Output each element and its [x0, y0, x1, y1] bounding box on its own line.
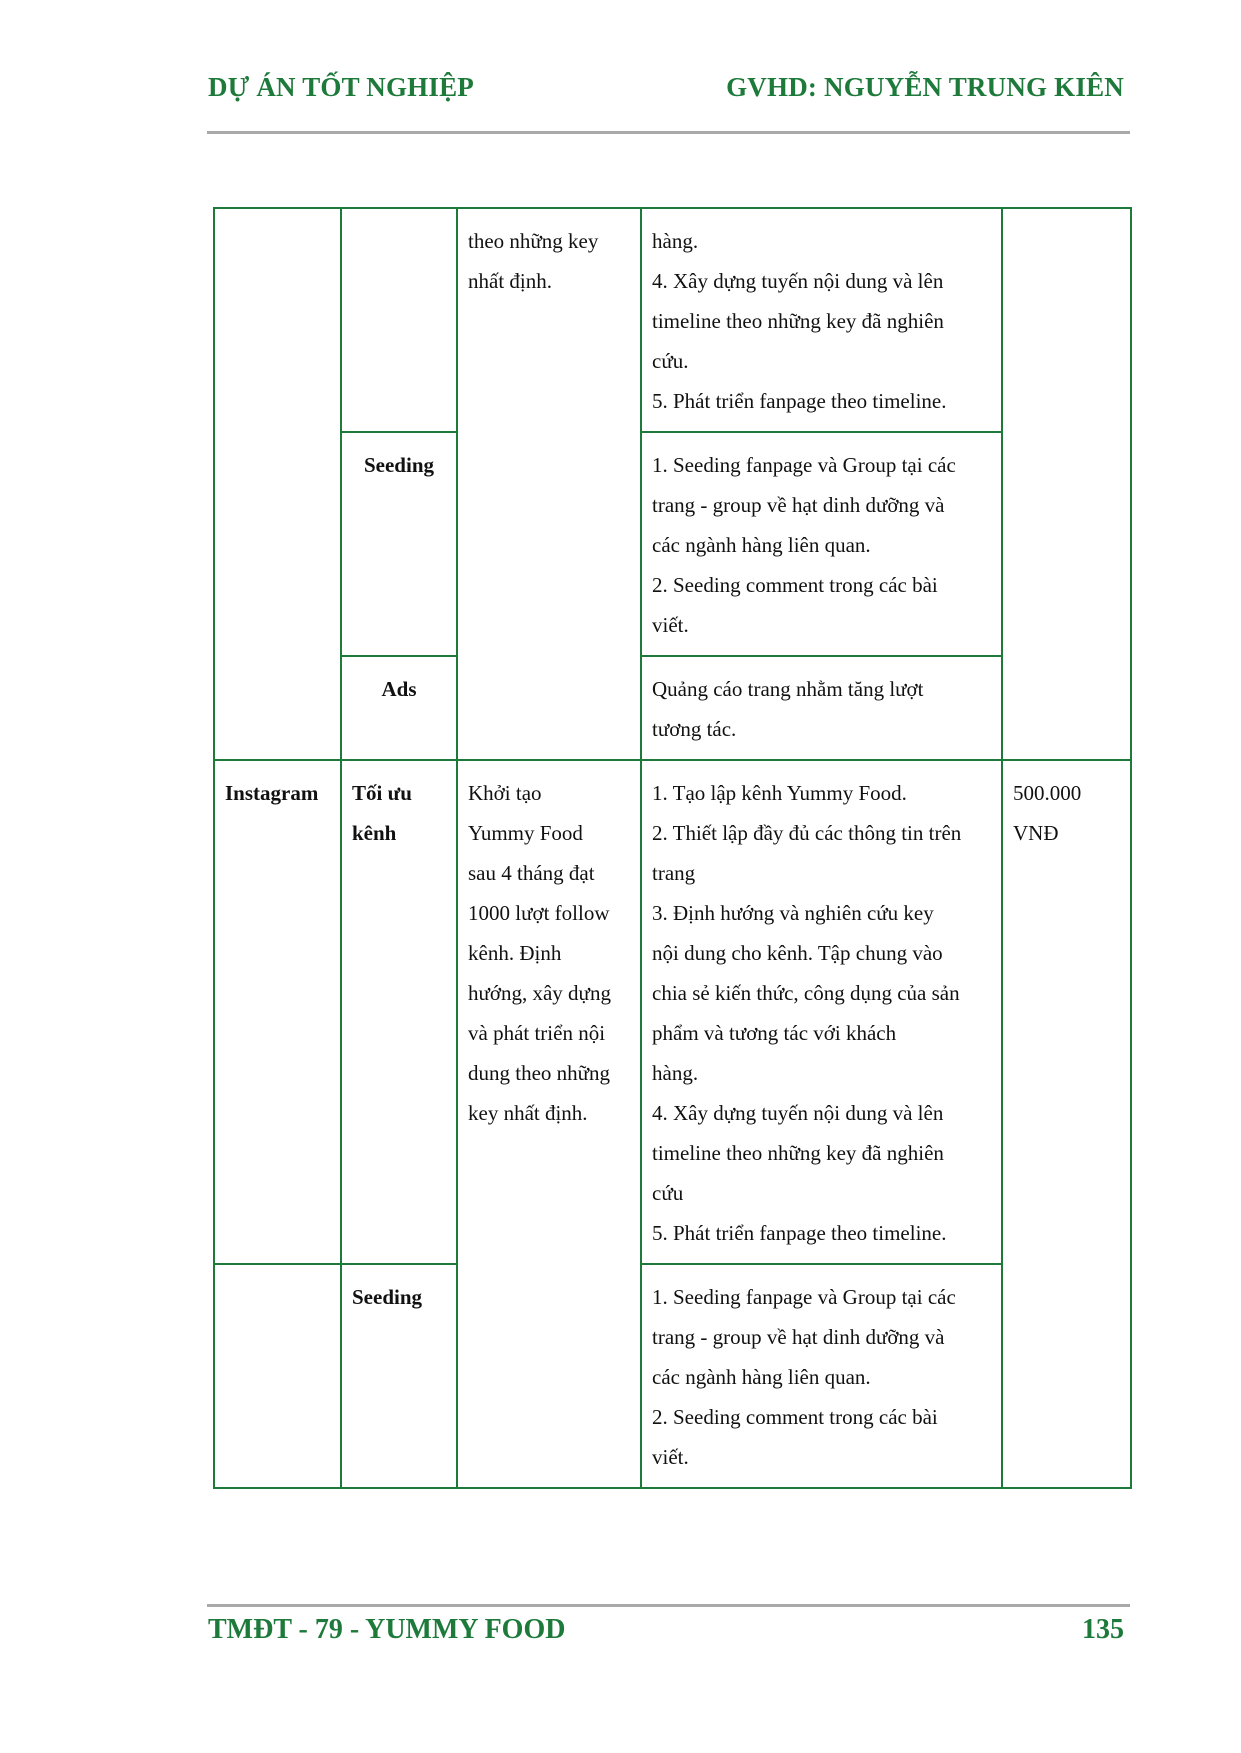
- table-row: [214, 432, 1131, 656]
- goal-cell: theo những key nhất định.: [457, 208, 641, 760]
- actions-cell: hàng. 4. Xây dựng tuyến nội dung và lên timeline theo những key đã nghiên cứu. 5. Phát triển fanpage theo timeline.: [641, 208, 1002, 432]
- footer-project-name: TMĐT - 79 - YUMMY FOOD: [208, 1614, 566, 1645]
- table-row: [214, 656, 1131, 760]
- budget-cell: 500.000 VNĐ: [1002, 760, 1131, 1488]
- header-project-title: DỰ ÁN TỐT NGHIỆP: [208, 72, 474, 102]
- marketing-plan-table: [213, 207, 1132, 1489]
- page-number: 135: [1082, 1614, 1124, 1645]
- header-divider: [207, 131, 1130, 134]
- goal-cell: Khởi tạo Yummy Food sau 4 tháng đạt 1000 lượt follow kênh. Định hướng, xây dựng và phát triển nội dung theo những key nhất định.: [457, 760, 641, 1488]
- header-advisor: GVHD: NGUYỄN TRUNG KIÊN: [726, 72, 1124, 102]
- activity-cell-seeding: Seeding: [341, 1264, 457, 1488]
- channel-cell-empty: [214, 208, 341, 760]
- actions-cell: Quảng cáo trang nhằm tăng lượt tương tác.: [641, 656, 1002, 760]
- budget-cell-empty: [1002, 208, 1131, 760]
- channel-cell-empty: [214, 1264, 341, 1488]
- table-row: [214, 760, 1131, 1264]
- activity-cell-optimize: Tối ưu kênh: [341, 760, 457, 1264]
- actions-cell: 1. Seeding fanpage và Group tại các trang - group về hạt dinh dưỡng và các ngành hàng liên quan. 2. Seeding comment trong các bài viết.: [641, 1264, 1002, 1488]
- channel-cell-instagram: Instagram: [214, 760, 341, 1264]
- footer-divider: [207, 1604, 1130, 1607]
- activity-cell-empty: [341, 208, 457, 432]
- actions-cell: 1. Tạo lập kênh Yummy Food. 2. Thiết lập đầy đủ các thông tin trên trang 3. Định hướng và nghiên cứu key nội dung cho kênh. Tập chung vào chia sẻ kiến thức, công dụng của sản phẩm và tương tác với khách hàng. 4. Xây dựng tuyến nội dung và lên timeline theo những key đã nghiên cứu 5. Phát triển fanpage theo timeline.: [641, 760, 1002, 1264]
- table-row: [214, 1264, 1131, 1488]
- activity-cell-ads: Ads: [341, 656, 457, 760]
- activity-cell-seeding: Seeding: [341, 432, 457, 656]
- table-row: [214, 208, 1131, 432]
- actions-cell: 1. Seeding fanpage và Group tại các trang - group về hạt dinh dưỡng và các ngành hàng liên quan. 2. Seeding comment trong các bài viết.: [641, 432, 1002, 656]
